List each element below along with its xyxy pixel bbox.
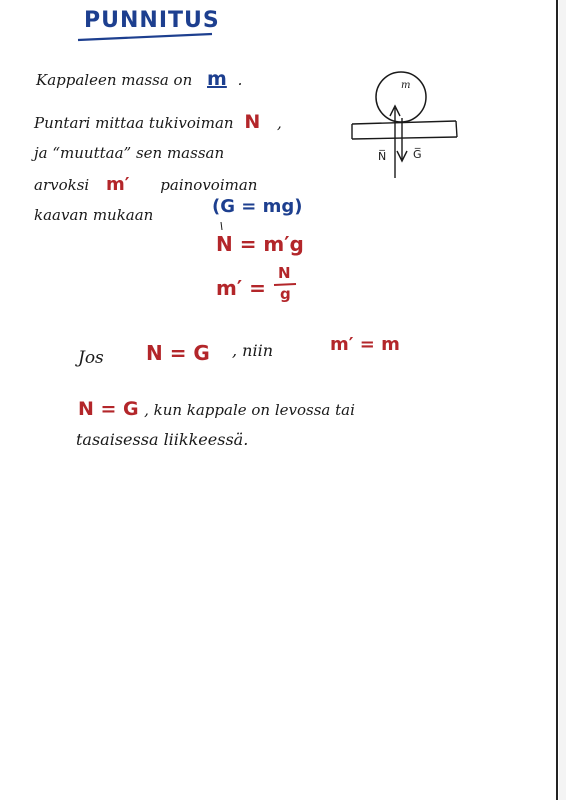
text-line-1-content: Kappaleen massa on [36, 71, 193, 89]
diagram-n-label: N̅ [378, 150, 387, 163]
condition-niin: , niin [232, 341, 274, 360]
platform-bottom-edge [352, 137, 457, 139]
mass-symbol-m: m [207, 68, 227, 90]
condition-m-prime-equals-m: m′ = m [330, 334, 400, 355]
text-line-2-content: Puntari mittaa tukivoiman [34, 114, 234, 132]
diagram-g-label: G̅ [413, 148, 422, 161]
diagram-mass-label: m [401, 80, 411, 91]
note-text-1: , kun kappale on levossa tai [144, 401, 355, 419]
mass-symbol-m-prime: m′ [105, 174, 130, 195]
formula-mass-denominator: g [280, 285, 291, 303]
text-line-5: kaavan mukaan [34, 206, 154, 224]
text-line-2-end: , [277, 114, 282, 132]
formula-normal-force: N = m′g [216, 232, 304, 256]
formula-mass-numerator: N [278, 264, 291, 282]
force-symbol-n: N [244, 111, 261, 133]
text-line-4-content: arvoksi [34, 176, 90, 194]
note-line-2: tasaisessa liikkeessä. [76, 430, 249, 449]
condition-jos: Jos [78, 348, 104, 368]
condition-n-equals-g: N = G [146, 341, 210, 365]
text-line-4-end: painovoiman [160, 176, 258, 194]
text-line-3: ja “muuttaa” sen massan [34, 144, 225, 162]
platform-right-edge [456, 121, 457, 137]
formula-mass-lhs: m′ = [216, 276, 266, 300]
page-title: PUNNITUS [84, 8, 220, 33]
formula-gravity: (G = mg) [212, 196, 303, 217]
text-line-1-end: . [237, 71, 243, 89]
note-n-equals-g: N = G [78, 398, 139, 420]
